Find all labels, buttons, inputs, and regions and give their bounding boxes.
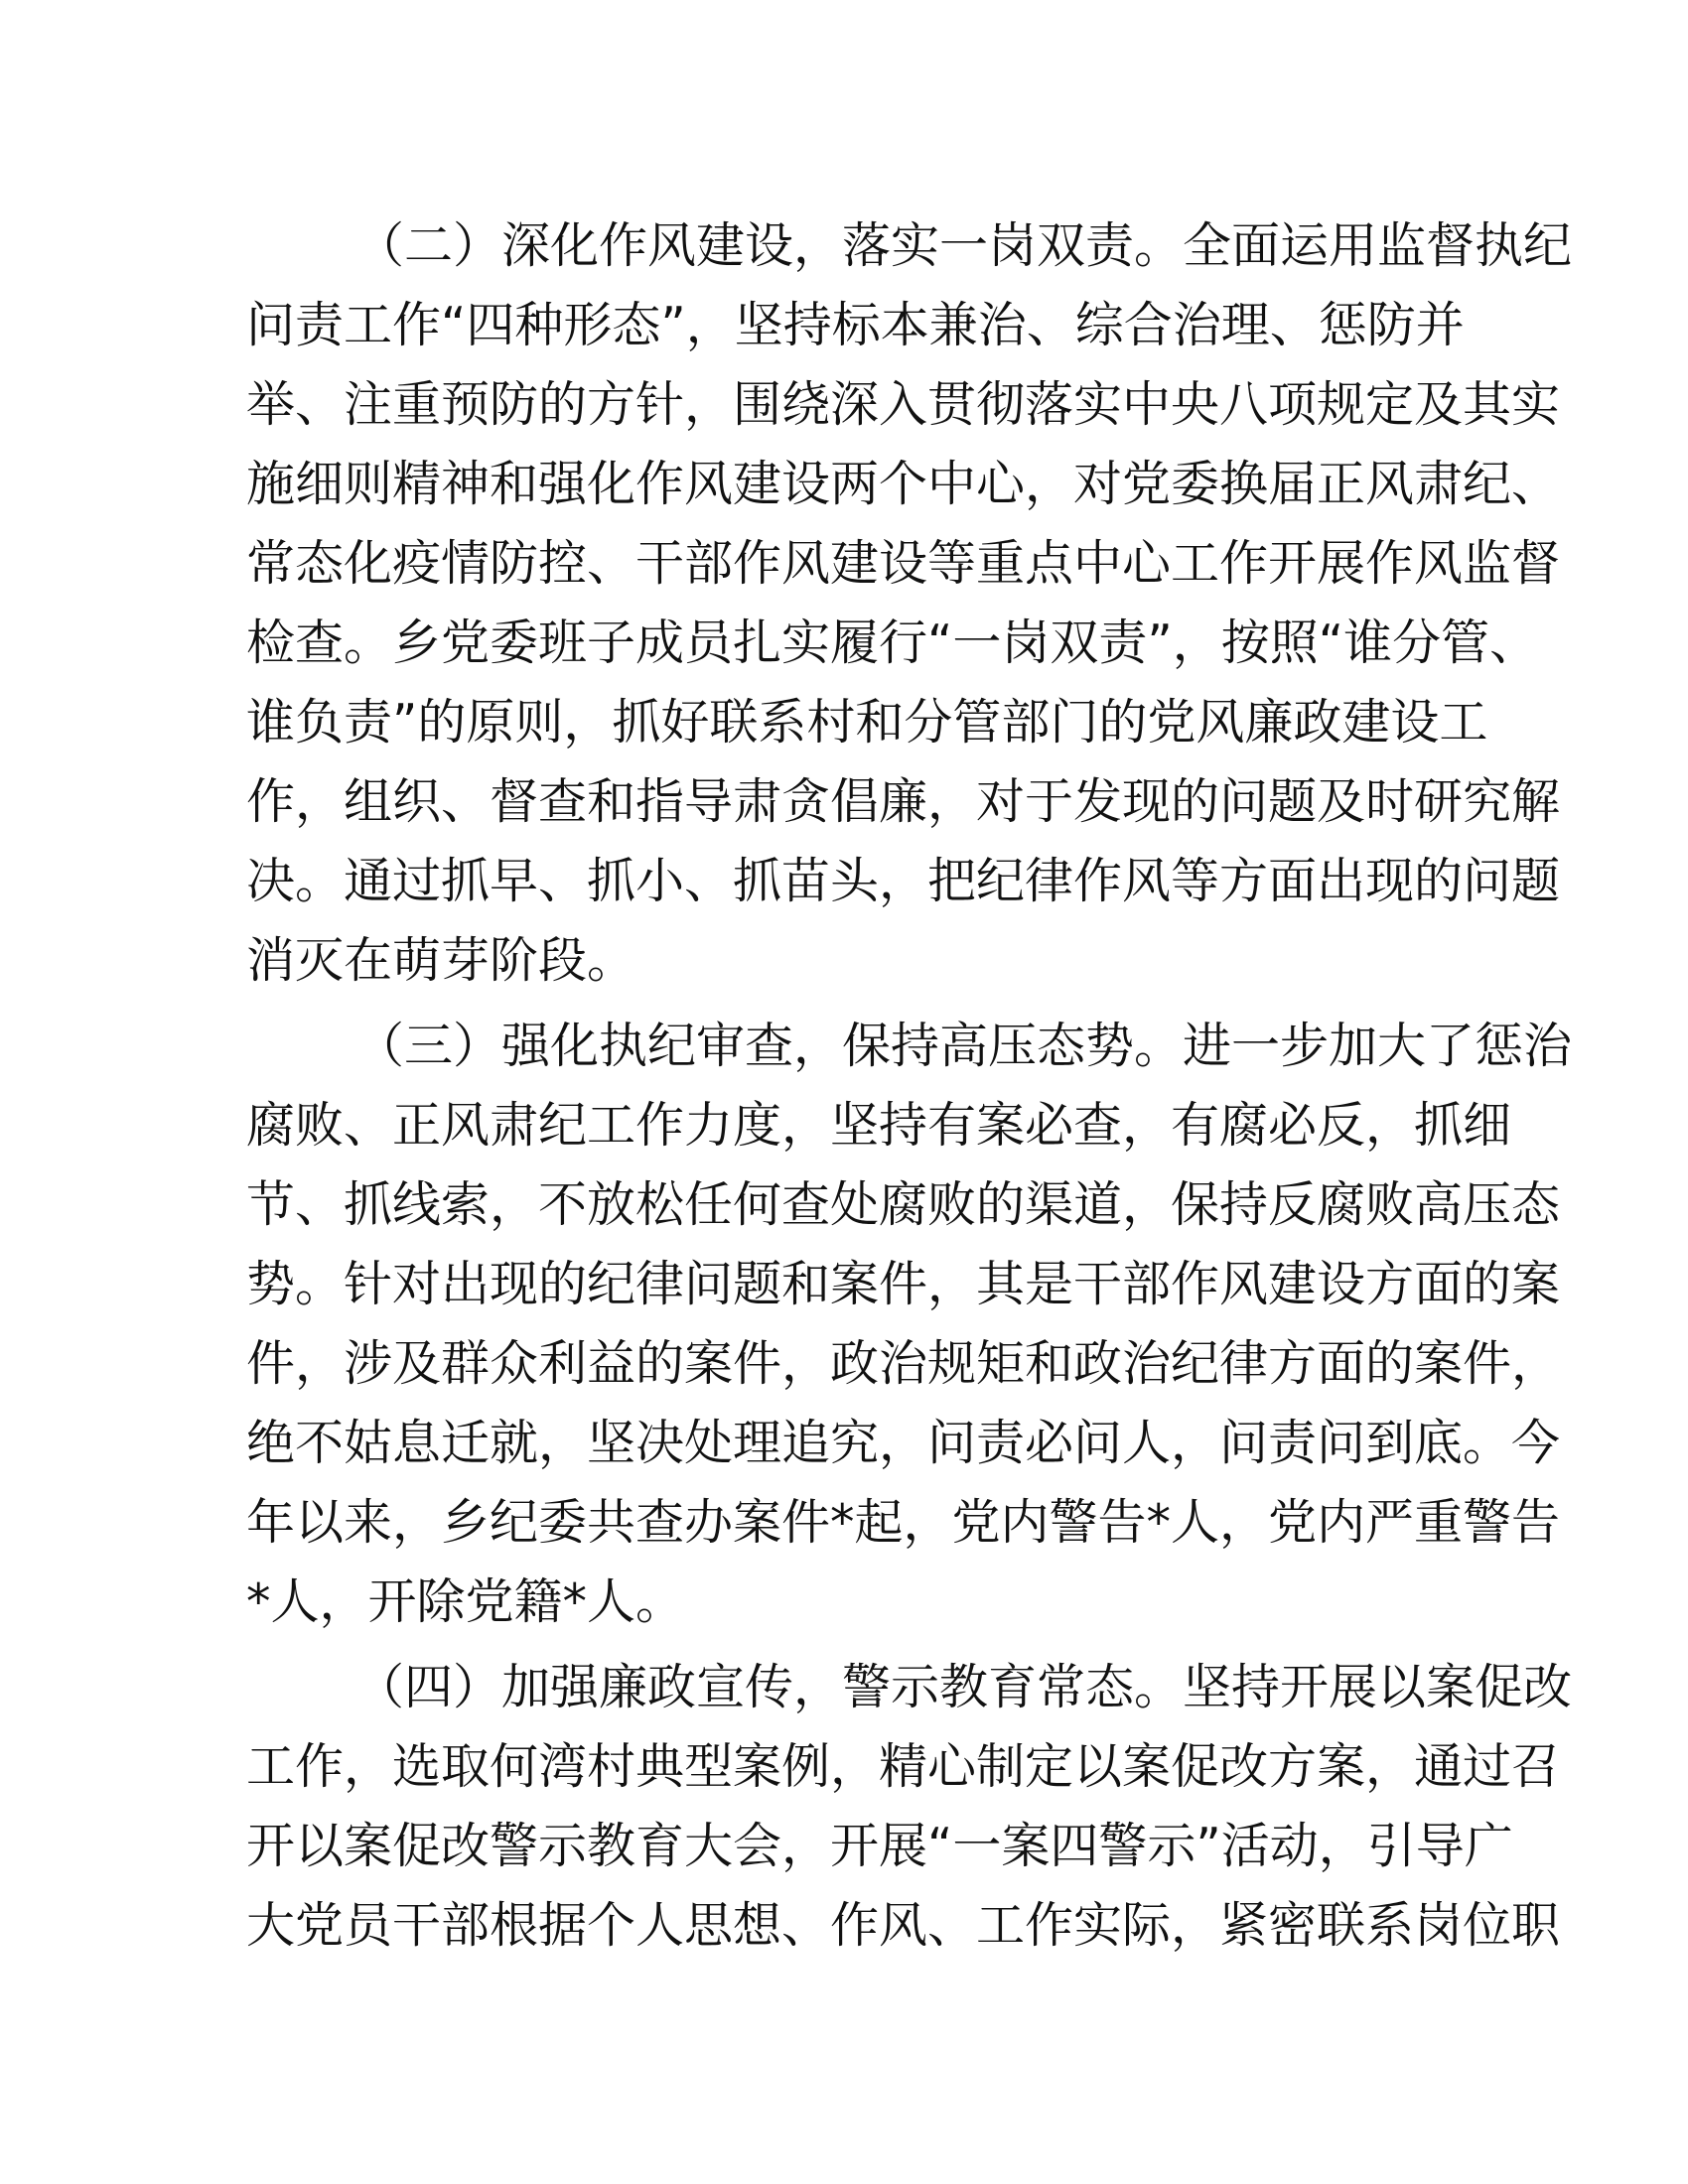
paragraph-line: 消灭在萌芽阶段。 bbox=[246, 932, 636, 989]
paragraph-line: 举、注重预防的方针，围绕深入贯彻落实中央八项规定及其实 bbox=[246, 376, 1561, 433]
paragraph-line: 势。针对出现的纪律问题和案件，其是干部作风建设方面的案 bbox=[246, 1256, 1561, 1312]
paragraph-line: 开以案促改警示教育大会，开展“一案四警示”活动，引导广 bbox=[246, 1818, 1513, 1874]
paragraph-4 bbox=[246, 1648, 1573, 1966]
paragraph-line: *人，开除党籍*人。 bbox=[246, 1573, 685, 1630]
paragraph-line: 问责工作“四种形态”，坚持标本兼治、综合治理、惩防并 bbox=[246, 297, 1465, 353]
paragraph-line: 年以来，乡纪委共查办案件*起，党内警告*人，党内严重警告 bbox=[246, 1494, 1561, 1551]
paragraph-line: （二）深化作风建设，落实一岗双责。全面运用监督执纪 bbox=[355, 217, 1573, 274]
paragraph-line: 检查。乡党委班子成员扎实履行“一岗双责”，按照“谁分管、 bbox=[246, 614, 1539, 671]
paragraph-2 bbox=[246, 206, 1573, 1001]
paragraph-line: 件，涉及群众利益的案件，政治规矩和政治纪律方面的案件， bbox=[246, 1335, 1561, 1392]
paragraph-line: 大党员干部根据个人思想、作风、工作实际，紧密联系岗位职 bbox=[246, 1897, 1561, 1954]
paragraph-line: 常态化疫情防控、干部作风建设等重点中心工作开展作风监督 bbox=[246, 535, 1561, 592]
paragraph-line: 工作，选取何湾村典型案例，精心制定以案促改方案，通过召 bbox=[246, 1738, 1561, 1795]
paragraph-line: 谁负责”的原则，抓好联系村和分管部门的党风廉政建设工 bbox=[246, 694, 1488, 751]
paragraph-line: 腐败、正风肃纪工作力度，坚持有案必查，有腐必反，抓细 bbox=[246, 1097, 1512, 1154]
paragraph-line: 施细则精神和强化作风建设两个中心，对党委换届正风肃纪、 bbox=[246, 456, 1561, 512]
paragraph-line: 作，组织、督查和指导肃贪倡廉，对于发现的问题及时研究解 bbox=[246, 773, 1561, 830]
paragraph-line: 绝不姑息迁就，坚决处理追究，问责必问人，问责问到底。今 bbox=[246, 1415, 1561, 1471]
paragraph-line: 节、抓线索，不放松任何查处腐败的渠道，保持反腐败高压态 bbox=[246, 1176, 1561, 1233]
paragraph-line: 决。通过抓早、抓小、抓苗头，把纪律作风等方面出现的问题 bbox=[246, 853, 1561, 909]
paragraph-3 bbox=[246, 1007, 1573, 1642]
paragraph-line: （四）加强廉政宣传，警示教育常态。坚持开展以案促改 bbox=[355, 1659, 1573, 1715]
document-body bbox=[246, 206, 1573, 1972]
paragraph-line: （三）强化执纪审查，保持高压态势。进一步加大了惩治 bbox=[355, 1018, 1573, 1074]
